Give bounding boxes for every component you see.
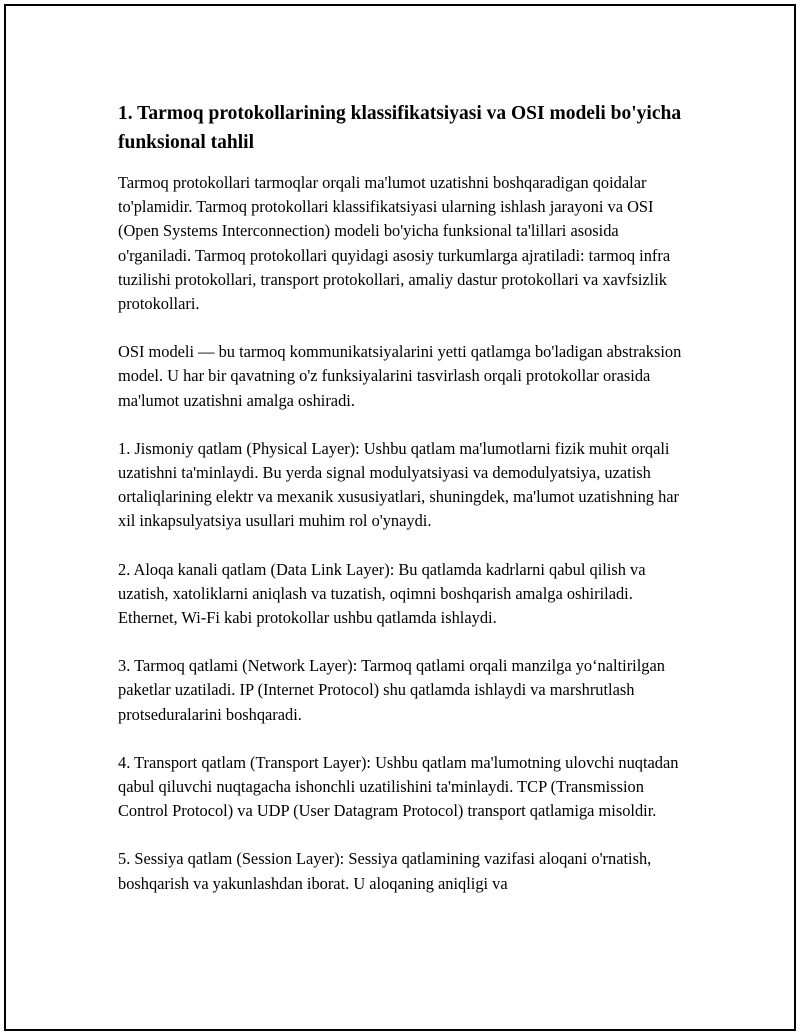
page-frame xyxy=(4,4,796,1031)
paragraph-physical-layer: 1. Jismoniy qatlam (Physical Layer): Ushbu qatlam ma'lumotlarni fizik muhit orqali uzatishni ta'minlaydi. Bu yerda signal modulyatsiyasi va demodulyatsiya, uzatish ortaliqlarining elektr va mexanik xususiyatlari, shuningdek, ma'lumot uzatishning har xil inkapsulyatsiya usullari muhim rol o'ynaydi. xyxy=(118,438,680,531)
paragraph-network-layer: 3. Tarmoq qatlami (Network Layer): Tarmoq qatlami orqali manzilga yo‘naltirilgan paketlar uzatiladi. IP (Internet Protocol) shu qatlamda ishlaydi va marshrutlash protseduralarini boshqaradi. xyxy=(118,656,665,724)
paragraph-data-link-layer: 2. Aloqa kanali qatlam (Data Link Layer): Bu qatlamda kadrlarni qabul qilish va uzatish, xatoliklarni aniqlash va tuzatish, oqimni boshqarish amalga oshiriladi. Ethernet, Wi-Fi kabi protokollar ushbu qatlamda ishlaydi. xyxy=(118,559,646,628)
document-body xyxy=(118,99,693,920)
paragraph-osi-model: OSI modeli — bu tarmoq kommunikatsiyalarini yetti qatlamga bo'ladigan abstraksion model. U har bir qavatning o'z funksiyalarini tasvirlash orqali protokollar orasida ma'lumot uzatishni amalga oshiradi. xyxy=(118,342,682,410)
paragraph-session-layer: 5. Sessiya qatlam (Session Layer): Sessiya qatlamining vazifasi aloqani o'rnatish, boshqarish va yakunlashdan iborat. U aloqaning aniqligi va xyxy=(118,849,652,893)
document-title: 1. Tarmoq protokollarining klassifikatsiyasi va OSI modeli bo'yicha funksional tahlil xyxy=(118,103,682,153)
paragraph-intro: Tarmoq protokollari tarmoqlar orqali ma'lumot uzatishni boshqaradigan qoidalar to'plamidir. Tarmoq protokollari klassifikatsiyasi ularning ishlash jarayoni va OSI (Open Systems Interconnection) modeli bo'yicha funksional ta'lillari asosida o'rganiladi. Tarmoq protokollari quyidagi asosiy turkumlarga ajratiladi: tarmoq infra tuzilishi protokollari, transport protokollari, amaliy dastur protokollari va xavfsizlik protokollari. xyxy=(118,173,671,314)
paragraph-transport-layer: 4. Transport qatlam (Transport Layer): Ushbu qatlam ma'lumotning ulovchi nuqtadan qabul qiluvchi nuqtagacha ishonchli uzatilishini ta'minlaydi. TCP (Transmission Control Protocol) va UDP (User Datagram Protocol) transport qatlamiga misoldir. xyxy=(118,752,679,821)
